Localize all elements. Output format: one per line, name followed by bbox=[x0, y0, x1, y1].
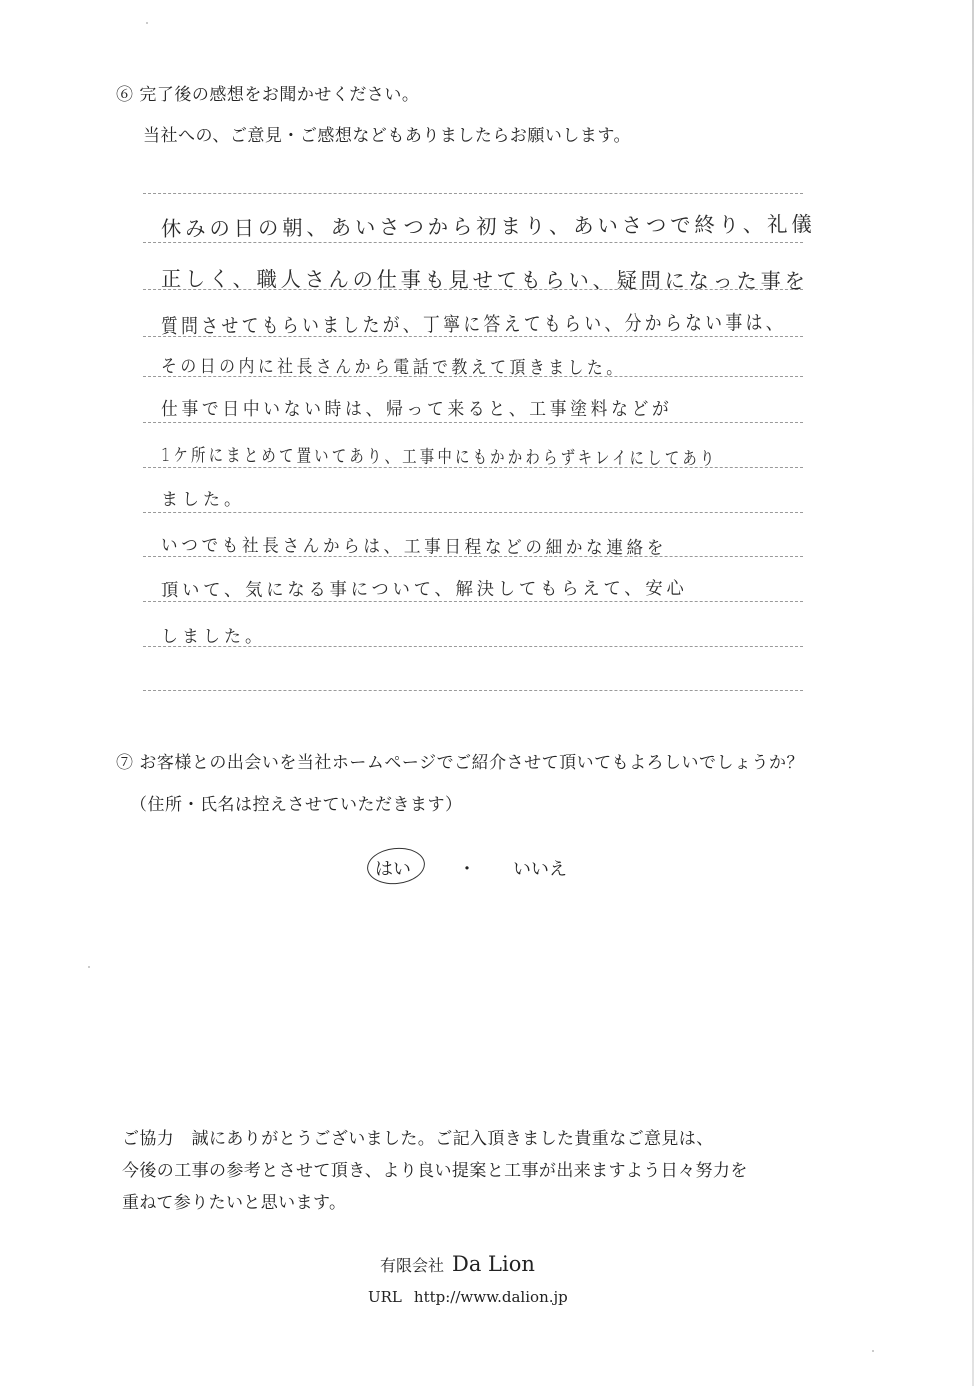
answer-line: 正しく、職人さんの仕事も見せてもらい、疑問になった事を bbox=[161, 267, 809, 294]
scan-edge bbox=[972, 0, 974, 1386]
scan-speck bbox=[88, 966, 90, 968]
question-7-subtitle: （住所・氏名は控えさせていただきます） bbox=[130, 795, 463, 815]
url-label: URL bbox=[368, 1288, 402, 1306]
choice-no[interactable]: いいえ bbox=[513, 859, 567, 880]
answer-line: 頂いて、気になる事について、解決してもらえて、安心 bbox=[160, 578, 688, 601]
company-url-block bbox=[368, 1288, 568, 1306]
closing-line-1: ご協力 誠にありがとうございました。ご記入頂きました貴重なご意見は、 bbox=[122, 1129, 714, 1149]
ruled-line bbox=[143, 193, 803, 194]
company-block bbox=[380, 1252, 535, 1276]
answer-line: 休みの日の朝、あいさつから初まり、あいさつで終り、礼儀 bbox=[160, 212, 816, 242]
scan-speck bbox=[146, 22, 148, 24]
choice-yes[interactable]: はい bbox=[375, 859, 411, 880]
company-prefix: 有限会社 bbox=[380, 1256, 445, 1275]
answer-line: いつでも社長さんからは、工事日程などの細かな連絡を bbox=[161, 535, 668, 559]
answer-line: 仕事で日中いない時は、帰って来ると、工事塗料などが bbox=[161, 399, 673, 420]
answer-line: その日の内に社長さんから電話で教えて頂きました。 bbox=[161, 356, 626, 379]
scan-speck bbox=[872, 1350, 874, 1352]
question-6-title: ⑥ 完了後の感想をお聞かせください。 bbox=[116, 85, 420, 105]
question-7-title: ⑦ お客様との出会いを当社ホームページでご紹介させて頂いてもよろしいでしょうか？ bbox=[116, 753, 805, 773]
closing-line-2: 今後の工事の参考とさせて頂き、より良い提案と工事が出来ますよう日々努力を bbox=[122, 1161, 748, 1181]
answer-line: ました。 bbox=[161, 490, 245, 510]
closing-line-3: 重ねて参りたいと思います。 bbox=[122, 1193, 347, 1213]
ruled-line bbox=[143, 512, 803, 513]
company-url[interactable]: http://www.dalion.jp bbox=[413, 1288, 568, 1306]
answer-line: 質問させてもらいましたが、丁寧に答えてもらい、分からない事は、 bbox=[160, 310, 786, 338]
ruled-line bbox=[143, 690, 803, 691]
ruled-line bbox=[143, 422, 803, 423]
answer-line: 1ケ所にまとめて置いてあり、工事中にもかかわらずキレイにしてあり bbox=[161, 445, 718, 470]
company-name: Da Lion bbox=[452, 1252, 535, 1276]
answer-line: しました。 bbox=[161, 627, 266, 647]
choice-separator: ・ bbox=[458, 859, 476, 880]
question-6-subtitle: 当社への、ご意見・ご感想などもありましたらお願いします。 bbox=[143, 126, 631, 146]
